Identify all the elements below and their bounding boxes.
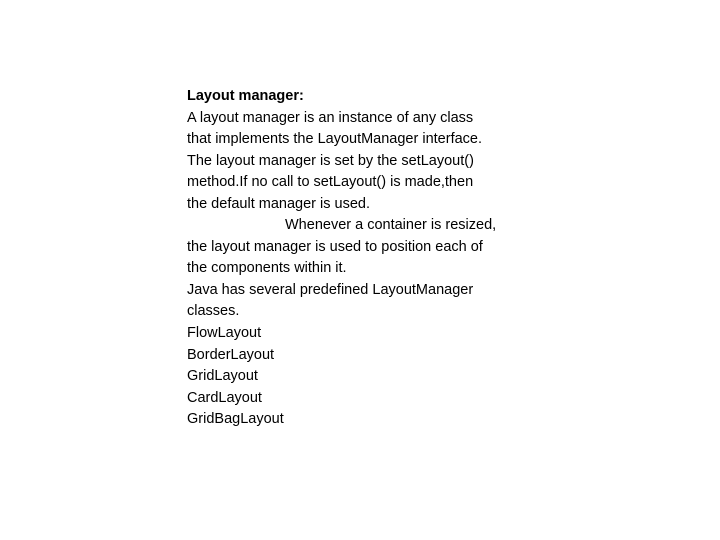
text-line: that implements the LayoutManager interface. xyxy=(187,131,482,148)
heading: Layout manager: xyxy=(187,88,304,104)
text-line: method.If no call to setLayout() is made,then xyxy=(187,174,474,191)
text-line: classes. xyxy=(187,303,240,320)
document-body xyxy=(187,86,547,431)
text-line: the default manager is used. xyxy=(187,195,370,212)
text-line: Whenever a container is resized, xyxy=(285,217,497,234)
text-line: the components within it. xyxy=(187,260,347,277)
text-line: The layout manager is set by the setLayout() xyxy=(187,152,474,169)
class-item: FlowLayout xyxy=(187,325,262,342)
text-line: the layout manager is used to position each of xyxy=(187,238,483,255)
class-item: GridLayout xyxy=(187,368,258,385)
class-item: BorderLayout xyxy=(187,346,275,363)
class-item: CardLayout xyxy=(187,389,262,406)
text-line: Java has several predefined LayoutManager xyxy=(187,281,474,298)
class-item: GridBagLayout xyxy=(187,411,284,428)
text-line: A layout manager is an instance of any class xyxy=(187,109,474,126)
